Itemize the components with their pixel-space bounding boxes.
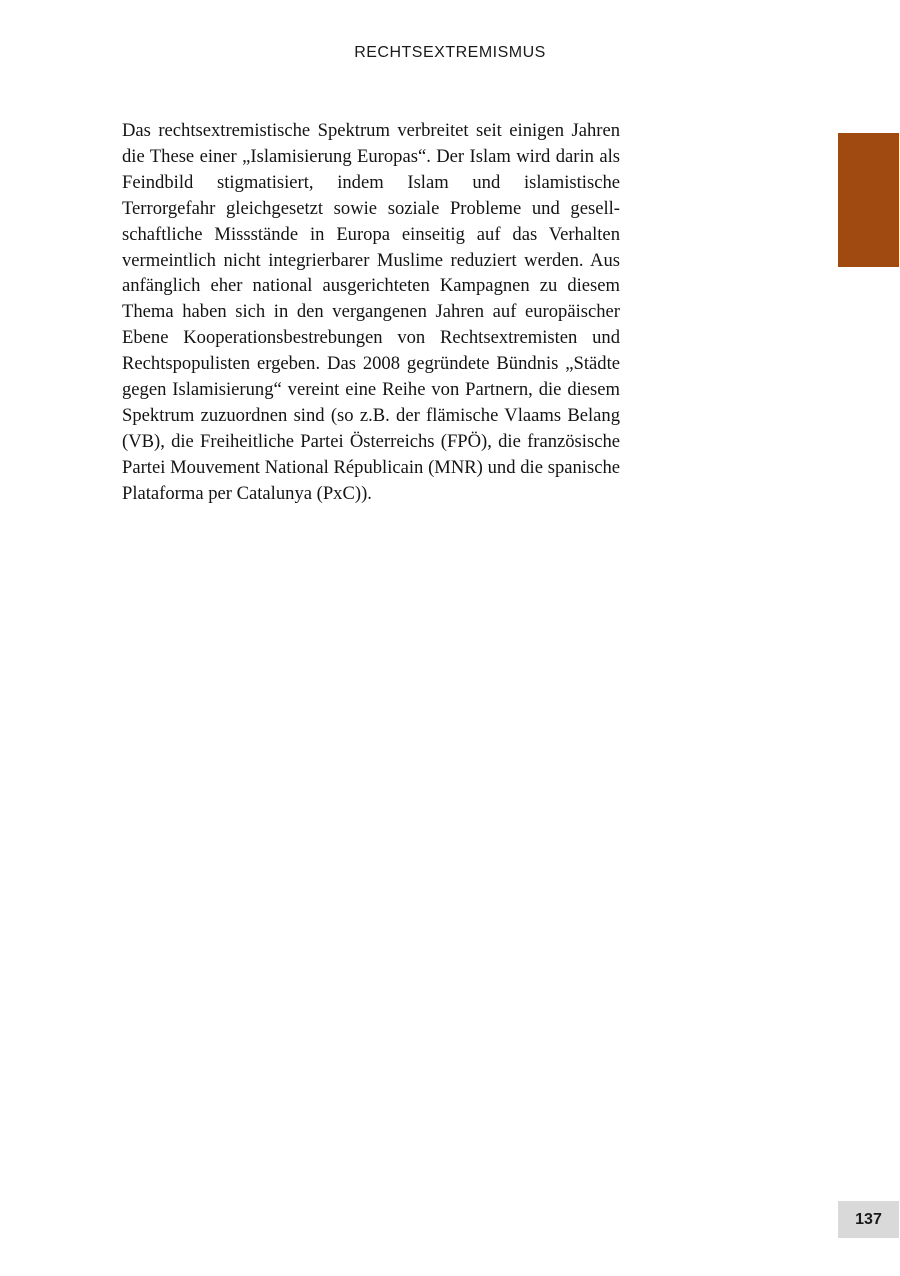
page-number-box xyxy=(838,1201,899,1238)
page-number: 137 xyxy=(855,1210,882,1228)
chapter-tab-marker xyxy=(838,133,899,267)
running-header: RECHTSEXTREMISMUS xyxy=(354,44,546,61)
body-paragraph: Das rechtsextremistische Spektrum verbreitet seit einigen Jahren die These einer „Islamisierung Europas“. Der Islam wird darin als Feindbild stigmatisiert, indem Islam und islamistische Terrorgefahr gleichgesetzt sowie soziale Probleme und gesellschaftliche Missstände in Europa einseitig auf das Verhalten vermeintlich nicht integrierbarer Muslime reduziert werden. Aus anfänglich eher national ausgerichteten Kampagnen zu diesem Thema haben sich in den vergangenen Jahren auf europäischer Ebene Kooperationsbestrebungen von Rechtsextremisten und Rechtspopulisten ergeben. Das 2008 gegründete Bündnis „Städte gegen Islamisierung“ vereint eine Reihe von Partnern, die diesem Spektrum zuzuordnen sind (so z.B. der flämische Vlaams Belang (VB), die Freiheitliche Partei Österreichs (FPÖ), die französische Partei Mouvement National Républicain (MNR) und die spanische Plataforma per Catalunya (PxC)). xyxy=(122,120,620,504)
